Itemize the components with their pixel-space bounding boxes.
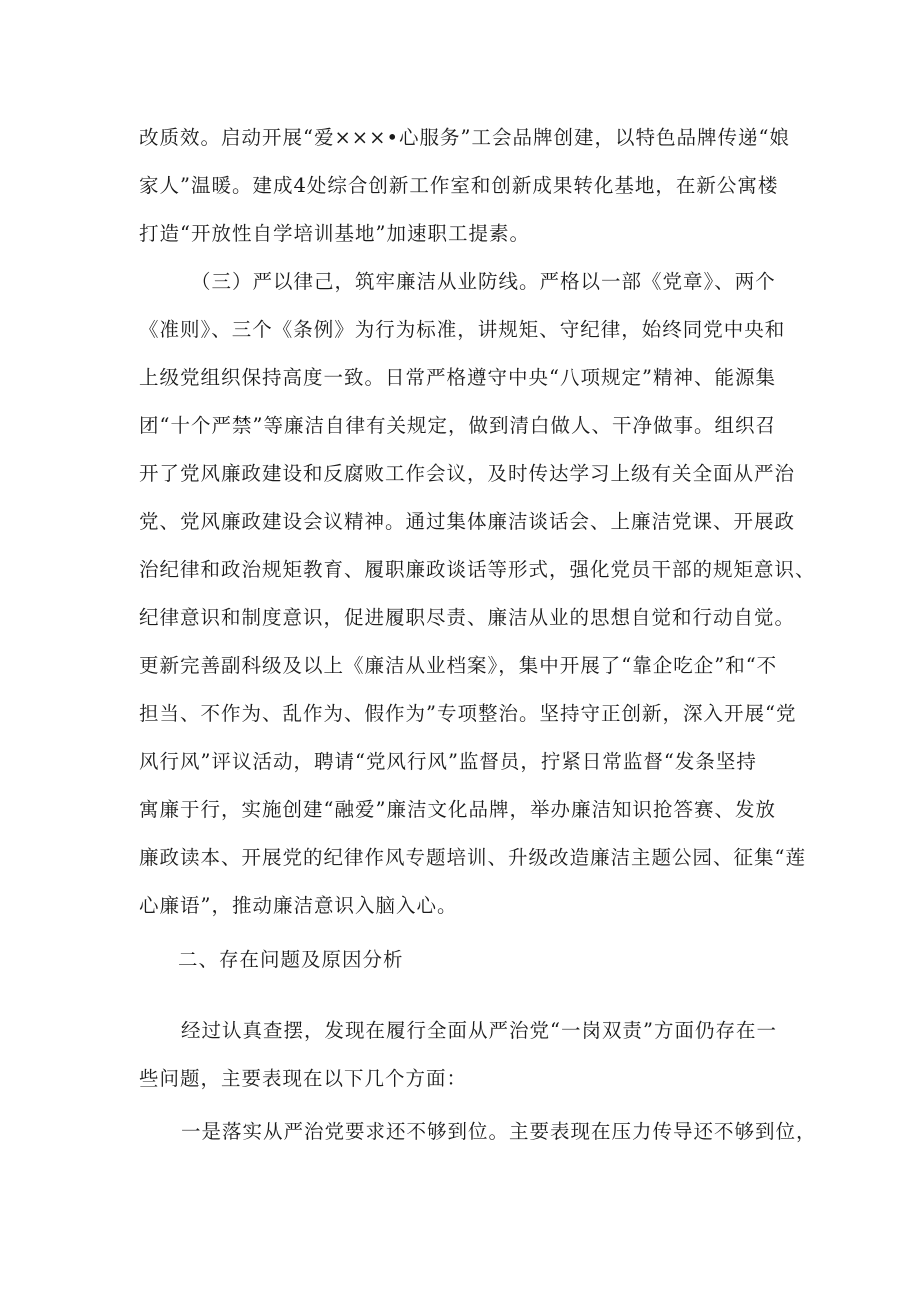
text-line: 党、党风廉政建设会议精神。通过集体廉洁谈话会、上廉洁党课、开展政	[139, 510, 796, 533]
text-line: 风行风”评议活动，聘请“党风行风”监督员，拧紧日常监督“发条坚持	[139, 750, 757, 773]
text-line: 廉政读本、开展党的纪律作风专题培训、升级改造廉洁主题公园、征集“莲	[139, 846, 806, 869]
text-line: 些问题，主要表现在以下几个方面：	[139, 1067, 468, 1090]
text-line: 《准则》、三个《条例》为行为标准，讲规矩、守纪律，始终同党中央和	[139, 318, 786, 341]
text-line: 开了党风廉政建设和反腐败工作会议，及时传达学习上级有关全面从严治	[139, 462, 796, 485]
text-line: 打造“开放性自学培训基地”加速职工提素。	[139, 222, 530, 245]
text-line: 上级党组织保持高度一致。日常严格遵守中央“八项规定”精神、能源集	[139, 366, 776, 389]
text-line: 治纪律和政治规矩教育、履职廉政谈话等形式，强化党员干部的规矩意识、	[139, 558, 816, 581]
text-line: 纪律意识和制度意识，促进履职尽责、廉洁从业的思想自觉和行动自觉。	[139, 606, 796, 629]
text-line: 更新完善副科级及以上《廉洁从业档案》，集中开展了“靠企吃企”和“不	[139, 654, 778, 677]
text-line: 家人”温暖。建成4处综合创新工作室和创新成果转化基地，在新公寓楼	[139, 174, 779, 197]
paragraph-problems-intro	[139, 1007, 782, 1103]
text-line: 寓廉于行，实施创建“融爱”廉洁文化品牌，举办廉洁知识抢答赛、发放	[139, 798, 776, 821]
text-line: 改质效。启动开展“爱×××•心服务”工会品牌创建，以特色品牌传递“娘	[139, 126, 790, 149]
paragraph-section-three	[139, 258, 816, 930]
paragraph-continuation	[139, 114, 790, 258]
paragraph-first-problem	[139, 1108, 817, 1156]
section-heading-problems	[139, 936, 782, 984]
text-line: 团“十个严禁”等廉洁自律有关规定，做到清白做人、干净做事。组织召	[139, 414, 776, 437]
text-line: （三）严以律己，筑牢廉洁从业防线。严格以一部《党章》、两个	[191, 270, 776, 293]
text-line: 一是落实从严治党要求还不够到位。主要表现在压力传导还不够到位，	[181, 1120, 817, 1143]
section-heading: 二、存在问题及原因分析	[178, 948, 404, 971]
text-line: 担当、不作为、乱作为、假作为”专项整治。坚持守正创新，深入开展“党	[139, 702, 797, 725]
text-line: 心廉语”，推动廉洁意识入脑入心。	[139, 894, 458, 917]
text-line: 经过认真查摆，发现在履行全面从严治党“一岗双责”方面仍存在一	[181, 1019, 777, 1042]
